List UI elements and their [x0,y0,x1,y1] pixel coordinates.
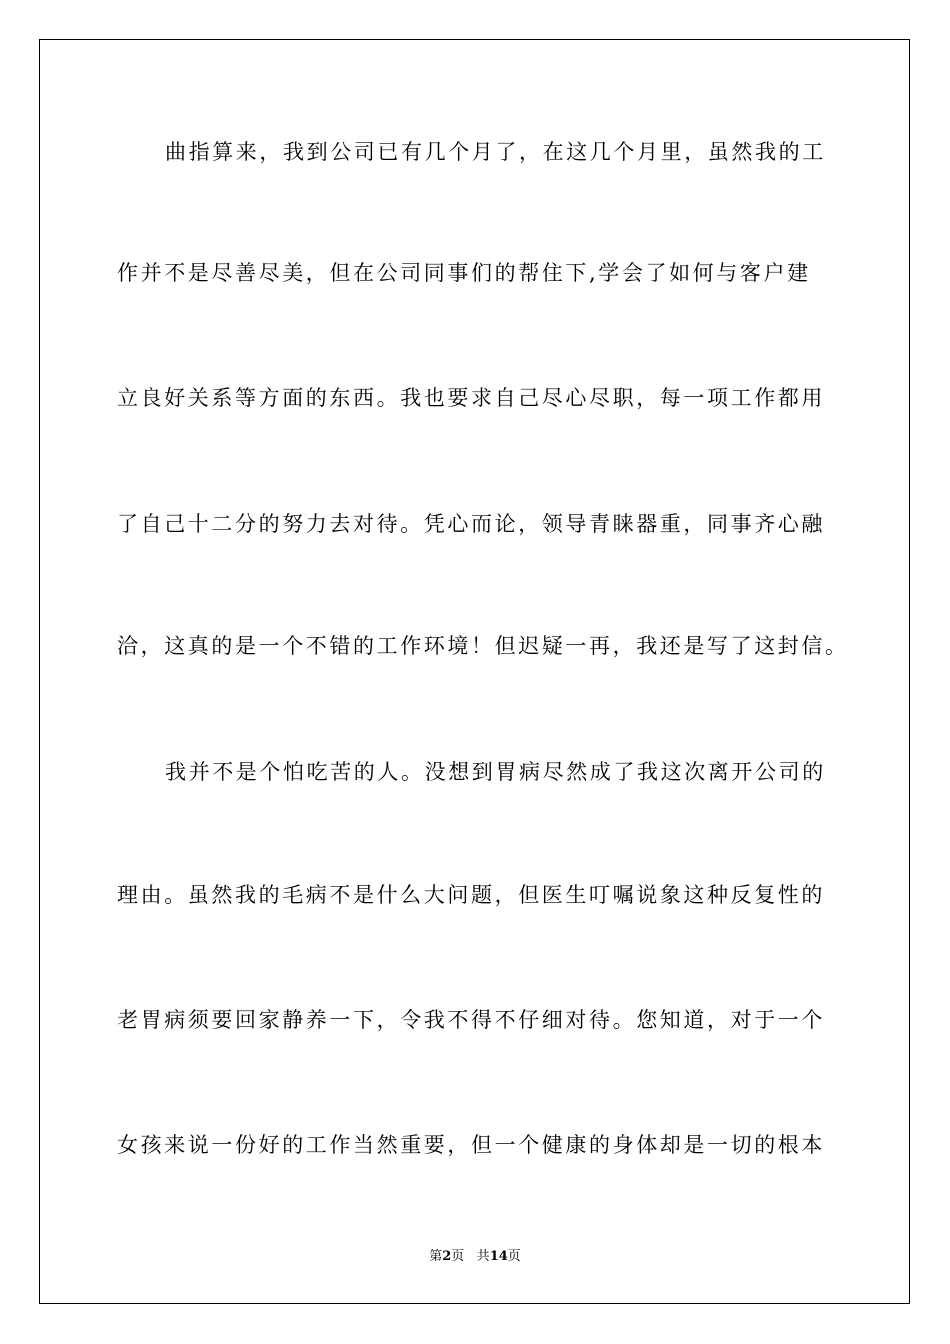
text-line: 理由。虽然我的毛病不是什么大问题，但医生叮嘱说象这种反复性的 [117,883,825,907]
page-footer [0,1245,950,1264]
text-line: 立良好关系等方面的东西。我也要求自己尽心尽职，每一项工作都用 [117,386,825,410]
text-line: 女孩来说一份好的工作当然重要，但一个健康的身体却是一切的根本 [117,1133,825,1157]
total-prefix: 共 [476,1249,490,1264]
text-line: 作并不是尽善尽美，但在公司同事们的帮住下,学会了如何与客户建 [117,261,811,285]
text-line: 老胃病须要回家静养一下，令我不得不仔细对待。您知道，对于一个 [117,1008,825,1032]
page-border [39,39,910,1304]
page-suffix: 页 [451,1249,465,1264]
text-line: 洽，这真的是一个不错的工作环境！但迟疑一再，我还是写了这封信。 [117,634,849,658]
page-prefix: 第 [429,1249,443,1264]
total-pages: 14 [489,1249,508,1264]
text-line: 了自己十二分的努力去对待。凭心而论，领导青睐器重，同事齐心融 [117,512,825,536]
text-line: 曲指算来，我到公司已有几个月了，在这几个月里，虽然我的工 [165,140,826,164]
total-suffix: 页 [507,1249,521,1264]
page-number: 2 [442,1249,452,1264]
text-line: 我并不是个怕吃苦的人。没想到胃病尽然成了我这次离开公司的 [165,760,826,784]
